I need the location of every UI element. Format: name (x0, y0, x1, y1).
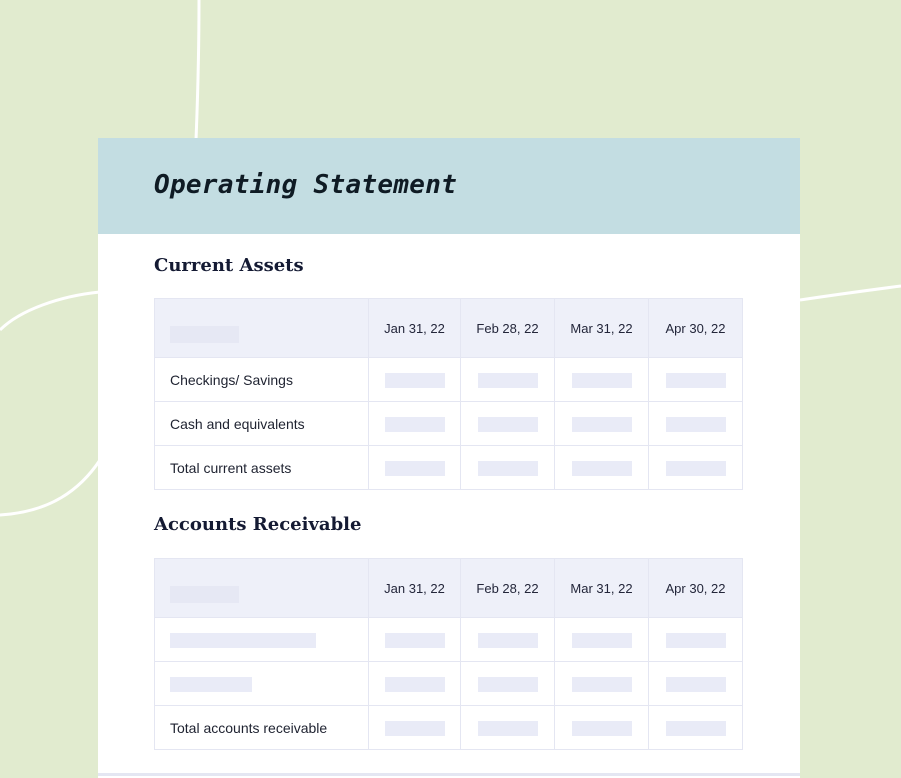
page-title: Operating Statement (154, 170, 458, 200)
table-header-row (155, 299, 743, 358)
value-cell[interactable] (649, 446, 743, 490)
value-cell[interactable] (461, 446, 555, 490)
column-header: Mar 31, 22 (555, 559, 649, 618)
row-label: Total current assets (155, 446, 369, 490)
value-cell[interactable] (369, 358, 461, 402)
value-cell[interactable] (649, 618, 743, 662)
value-cell[interactable] (461, 402, 555, 446)
section-title-accounts-receivable: Accounts Receivable (154, 514, 362, 535)
value-cell[interactable] (461, 618, 555, 662)
value-cell[interactable] (369, 402, 461, 446)
row-label: Cash and equivalents (155, 402, 369, 446)
value-cell[interactable] (461, 662, 555, 706)
header-label-placeholder (155, 299, 369, 358)
value-cell[interactable] (649, 402, 743, 446)
value-cell[interactable] (555, 402, 649, 446)
value-cell[interactable] (649, 662, 743, 706)
value-cell[interactable] (369, 618, 461, 662)
row-label-placeholder (155, 618, 369, 662)
column-header: Jan 31, 22 (369, 299, 461, 358)
column-header: Mar 31, 22 (555, 299, 649, 358)
table-row-total (155, 706, 743, 750)
value-cell[interactable] (555, 662, 649, 706)
row-label: Checkings/ Savings (155, 358, 369, 402)
value-cell[interactable] (369, 446, 461, 490)
table-row (155, 402, 743, 446)
value-cell[interactable] (461, 358, 555, 402)
table-header-row (155, 559, 743, 618)
table-row (155, 662, 743, 706)
row-label-placeholder (155, 662, 369, 706)
value-cell[interactable] (649, 358, 743, 402)
header-label-placeholder (155, 559, 369, 618)
value-cell[interactable] (369, 662, 461, 706)
value-cell[interactable] (555, 446, 649, 490)
value-cell[interactable] (555, 358, 649, 402)
card-header (98, 138, 800, 234)
operating-statement-card (98, 138, 800, 778)
value-cell[interactable] (555, 618, 649, 662)
table-row (155, 618, 743, 662)
table-row (155, 358, 743, 402)
row-label: Total accounts receivable (155, 706, 369, 750)
table-row-total (155, 446, 743, 490)
column-header: Apr 30, 22 (649, 559, 743, 618)
column-header: Feb 28, 22 (461, 299, 555, 358)
value-cell[interactable] (369, 706, 461, 750)
column-header: Jan 31, 22 (369, 559, 461, 618)
value-cell[interactable] (555, 706, 649, 750)
column-header: Feb 28, 22 (461, 559, 555, 618)
accounts-receivable-table (154, 558, 743, 750)
value-cell[interactable] (649, 706, 743, 750)
column-header: Apr 30, 22 (649, 299, 743, 358)
current-assets-table (154, 298, 743, 490)
value-cell[interactable] (461, 706, 555, 750)
section-title-current-assets: Current Assets (154, 255, 304, 276)
